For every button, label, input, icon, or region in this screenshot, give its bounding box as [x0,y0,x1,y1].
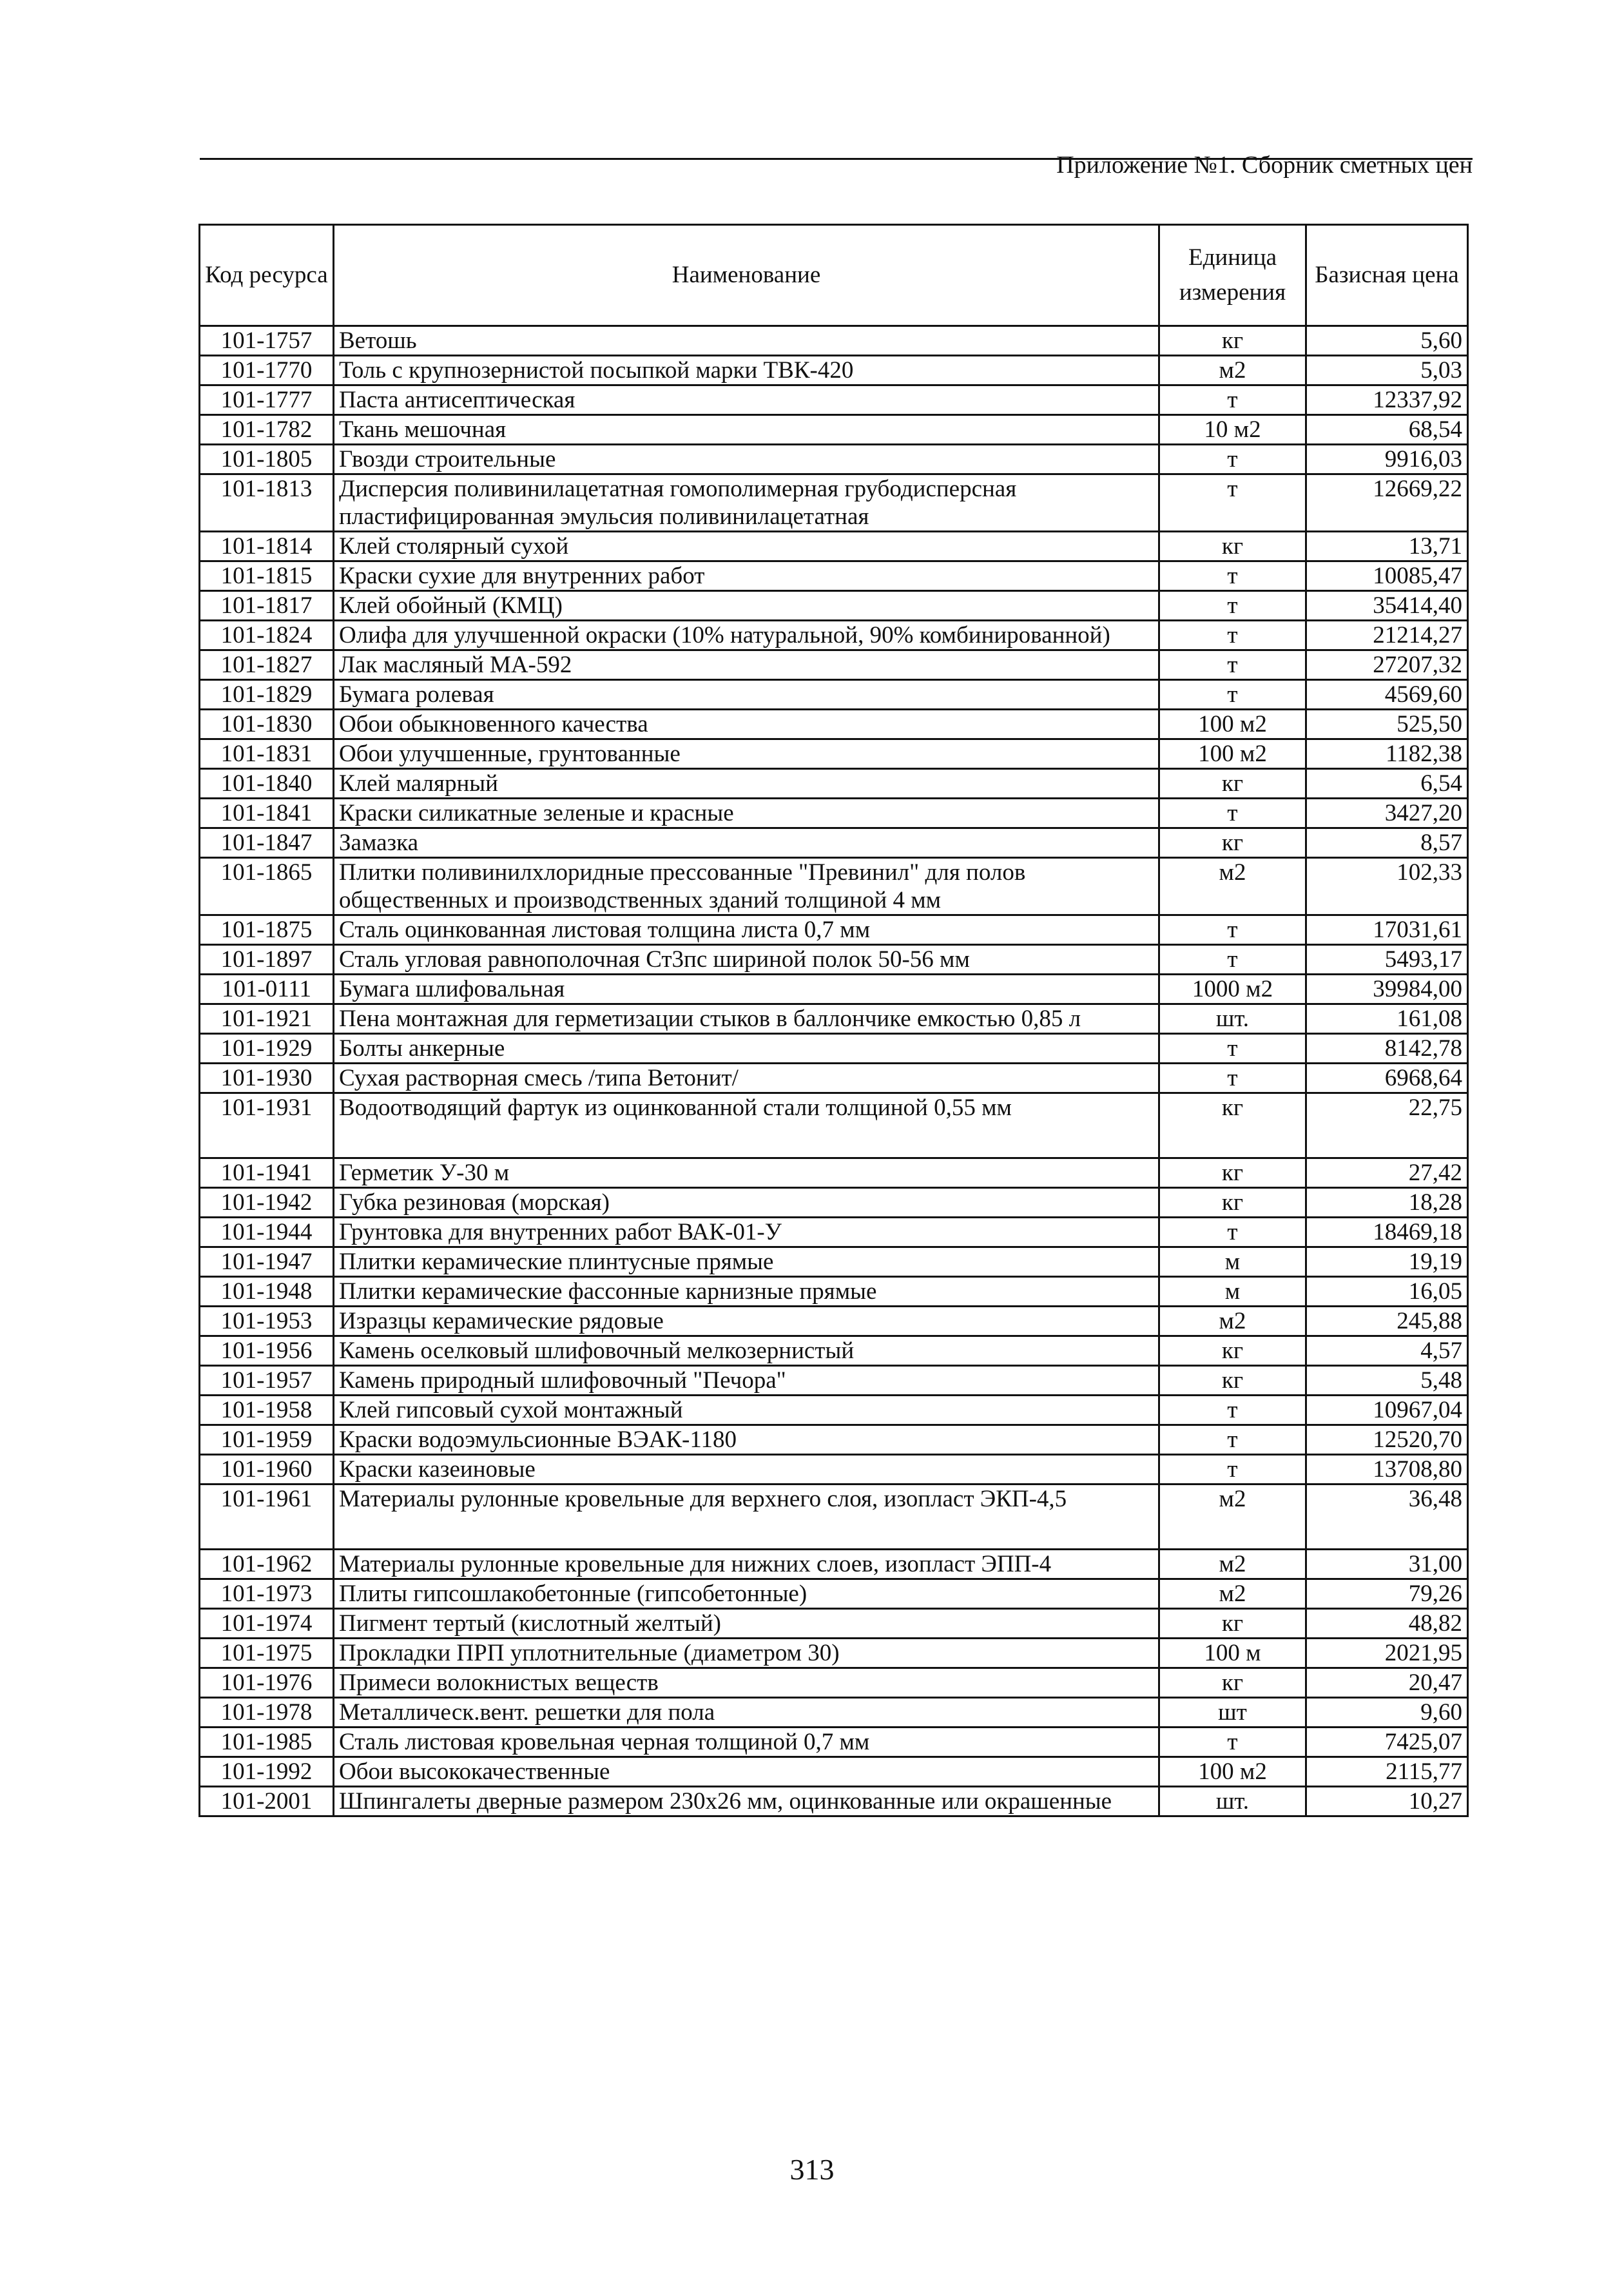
cell-unit: шт [1159,1698,1306,1728]
cell-price: 21214,27 [1306,621,1468,650]
cell-name: Дисперсия поливинилацетатная гомополимерная грубодисперсная пластифицированная эмульсия поливинилацетатная [334,474,1159,532]
cell-price: 1182,38 [1306,739,1468,769]
table-row [200,561,1468,591]
cell-unit: кг [1159,326,1306,356]
column-header-name: Наименование [334,225,1159,326]
cell-price: 12337,92 [1306,385,1468,415]
cell-name: Замазка [334,828,1159,858]
table-row [200,385,1468,415]
cell-name: Изразцы керамические рядовые [334,1307,1159,1336]
cell-price: 245,88 [1306,1307,1468,1336]
cell-name: Примеси волокнистых веществ [334,1668,1159,1698]
cell-name: Губка резиновая (морская) [334,1188,1159,1218]
cell-name: Ветошь [334,326,1159,356]
cell-code: 101-1757 [200,326,334,356]
table-row [200,1698,1468,1728]
table-row [200,680,1468,710]
cell-price: 161,08 [1306,1004,1468,1034]
table-row [200,415,1468,445]
cell-code: 101-1944 [200,1218,334,1247]
cell-price: 31,00 [1306,1550,1468,1579]
cell-code: 101-1948 [200,1277,334,1307]
cell-price: 13708,80 [1306,1455,1468,1485]
cell-code: 101-1817 [200,591,334,621]
cell-name: Плитки керамические плинтусные прямые [334,1247,1159,1277]
table-row [200,356,1468,385]
cell-name: Сталь угловая равнополочная Ст3пс шириной полок 50-56 мм [334,945,1159,975]
cell-code: 101-1976 [200,1668,334,1698]
cell-name: Краски сухие для внутренних работ [334,561,1159,591]
cell-price: 525,50 [1306,710,1468,739]
cell-price: 8,57 [1306,828,1468,858]
cell-name: Материалы рулонные кровельные для нижних слоев, изопласт ЭПП-4 [334,1550,1159,1579]
cell-name: Материалы рулонные кровельные для верхнего слоя, изопласт ЭКП-4,5 [334,1485,1159,1550]
cell-code: 101-1921 [200,1004,334,1034]
cell-code: 101-1958 [200,1396,334,1425]
cell-unit: т [1159,915,1306,945]
column-header-unit: Единица измерения [1159,225,1306,326]
cell-price: 19,19 [1306,1247,1468,1277]
cell-unit: м2 [1159,1550,1306,1579]
cell-unit: 100 м2 [1159,710,1306,739]
column-header-code: Код ресурса [200,225,334,326]
cell-price: 16,05 [1306,1277,1468,1307]
cell-price: 10,27 [1306,1787,1468,1816]
cell-name: Ткань мешочная [334,415,1159,445]
cell-unit: т [1159,1218,1306,1247]
cell-name: Камень оселковый шлифовочный мелкозернистый [334,1336,1159,1366]
cell-unit: м2 [1159,1579,1306,1609]
cell-name: Камень природный шлифовочный "Печора" [334,1366,1159,1396]
cell-name: Краски казеиновые [334,1455,1159,1485]
cell-unit: т [1159,945,1306,975]
cell-name: Обои обыкновенного качества [334,710,1159,739]
cell-unit: м2 [1159,1307,1306,1336]
cell-unit: т [1159,1425,1306,1455]
table-row [200,769,1468,799]
cell-name: Обои улучшенные, грунтованные [334,739,1159,769]
cell-unit: шт. [1159,1787,1306,1816]
cell-unit: т [1159,799,1306,828]
cell-code: 101-1975 [200,1639,334,1668]
cell-unit: м2 [1159,1485,1306,1550]
cell-price: 10967,04 [1306,1396,1468,1425]
cell-unit: 100 м [1159,1639,1306,1668]
column-header-price: Базисная цена [1306,225,1468,326]
cell-unit: 100 м2 [1159,1757,1306,1787]
cell-price: 6968,64 [1306,1064,1468,1093]
cell-code: 101-1841 [200,799,334,828]
cell-unit: т [1159,591,1306,621]
table-row [200,1787,1468,1816]
table-row [200,1307,1468,1336]
cell-unit: т [1159,1034,1306,1064]
table-row [200,1668,1468,1698]
cell-price: 18,28 [1306,1188,1468,1218]
cell-price: 27207,32 [1306,650,1468,680]
cell-name: Грунтовка для внутренних работ ВАК-01-У [334,1218,1159,1247]
cell-unit: кг [1159,532,1306,561]
cell-name: Пена монтажная для герметизации стыков в баллончике емкостью 0,85 л [334,1004,1159,1034]
table-row [200,1277,1468,1307]
cell-price: 5,60 [1306,326,1468,356]
cell-unit: т [1159,1728,1306,1757]
cell-price: 68,54 [1306,415,1468,445]
cell-code: 101-1959 [200,1425,334,1455]
cell-code: 101-1840 [200,769,334,799]
cell-name: Гвозди строительные [334,445,1159,474]
cell-unit: т [1159,680,1306,710]
cell-code: 101-1815 [200,561,334,591]
table-row [200,1247,1468,1277]
cell-unit: т [1159,650,1306,680]
table-row [200,591,1468,621]
cell-name: Герметик У-30 м [334,1158,1159,1188]
cell-name: Бумага шлифовальная [334,975,1159,1004]
cell-unit: т [1159,561,1306,591]
cell-price: 5493,17 [1306,945,1468,975]
cell-code: 101-1956 [200,1336,334,1366]
cell-code: 101-1941 [200,1158,334,1188]
cell-name: Сталь листовая кровельная черная толщиной 0,7 мм [334,1728,1159,1757]
cell-unit: кг [1159,1366,1306,1396]
cell-code: 101-1947 [200,1247,334,1277]
cell-name: Плитки керамические фассонные карнизные прямые [334,1277,1159,1307]
cell-code: 101-1961 [200,1485,334,1550]
cell-name: Обои высококачественные [334,1757,1159,1787]
cell-code: 101-1824 [200,621,334,650]
table-row [200,1336,1468,1366]
cell-code: 101-1953 [200,1307,334,1336]
cell-unit: м2 [1159,356,1306,385]
table-row [200,1218,1468,1247]
cell-code: 101-1897 [200,945,334,975]
table-row [200,975,1468,1004]
cell-code: 101-1875 [200,915,334,945]
table-row [200,1455,1468,1485]
table-row [200,945,1468,975]
cell-name: Плиты гипсошлакобетонные (гипсобетонные) [334,1579,1159,1609]
cell-name: Клей обойный (КМЦ) [334,591,1159,621]
cell-code: 101-1813 [200,474,334,532]
cell-unit: кг [1159,1188,1306,1218]
cell-name: Болты анкерные [334,1034,1159,1064]
table-row [200,1639,1468,1668]
cell-unit: 100 м2 [1159,739,1306,769]
cell-price: 20,47 [1306,1668,1468,1698]
cell-unit: т [1159,621,1306,650]
cell-code: 101-1974 [200,1609,334,1639]
table-row [200,1188,1468,1218]
cell-code: 101-1830 [200,710,334,739]
cell-price: 2115,77 [1306,1757,1468,1787]
cell-name: Краски силикатные зеленые и красные [334,799,1159,828]
table-row [200,621,1468,650]
table-row [200,710,1468,739]
table-row [200,1728,1468,1757]
table-row [200,326,1468,356]
cell-code: 101-1847 [200,828,334,858]
cell-price: 79,26 [1306,1579,1468,1609]
cell-unit: шт. [1159,1004,1306,1034]
cell-name: Шпингалеты дверные размером 230х26 мм, оцинкованные или окрашенные [334,1787,1159,1816]
cell-code: 101-1829 [200,680,334,710]
cell-price: 9916,03 [1306,445,1468,474]
cell-code: 101-1985 [200,1728,334,1757]
table-row [200,532,1468,561]
cell-unit: кг [1159,1093,1306,1158]
cell-price: 9,60 [1306,1698,1468,1728]
cell-unit: кг [1159,828,1306,858]
cell-name: Клей малярный [334,769,1159,799]
cell-code: 101-1831 [200,739,334,769]
cell-price: 6,54 [1306,769,1468,799]
cell-unit: т [1159,385,1306,415]
page-number: 313 [789,2153,835,2186]
table-row [200,1158,1468,1188]
cell-price: 13,71 [1306,532,1468,561]
cell-code: 101-1777 [200,385,334,415]
cell-code: 101-1865 [200,858,334,915]
table-header-row [200,225,1468,326]
table-row [200,1034,1468,1064]
cell-name: Лак масляный МА-592 [334,650,1159,680]
cell-code: 101-1962 [200,1550,334,1579]
cell-unit: 10 м2 [1159,415,1306,445]
table-row [200,858,1468,915]
table-row [200,474,1468,532]
table-row [200,650,1468,680]
cell-price: 18469,18 [1306,1218,1468,1247]
table-row [200,799,1468,828]
cell-code: 101-1929 [200,1034,334,1064]
table-row [200,1004,1468,1034]
cell-unit: т [1159,1396,1306,1425]
cell-unit: м [1159,1247,1306,1277]
header-divider [200,158,1473,160]
cell-unit: м [1159,1277,1306,1307]
table-row [200,1609,1468,1639]
page-header-title: Приложение №1. Сборник сметных цен [1056,151,1473,179]
table-row [200,1550,1468,1579]
cell-code: 101-1957 [200,1366,334,1396]
table-row [200,1757,1468,1787]
cell-unit: м2 [1159,858,1306,915]
cell-name: Бумага ролевая [334,680,1159,710]
cell-code: 101-1992 [200,1757,334,1787]
cell-code: 101-1978 [200,1698,334,1728]
cell-name: Краски водоэмульсионные ВЭАК-1180 [334,1425,1159,1455]
cell-code: 101-1973 [200,1579,334,1609]
cell-name: Олифа для улучшенной окраски (10% натуральной, 90% комбинированной) [334,621,1159,650]
cell-name: Пигмент тертый (кислотный желтый) [334,1609,1159,1639]
cell-unit: кг [1159,769,1306,799]
cell-code: 101-1782 [200,415,334,445]
cell-price: 22,75 [1306,1093,1468,1158]
cell-price: 5,03 [1306,356,1468,385]
cell-price: 17031,61 [1306,915,1468,945]
cell-code: 101-1942 [200,1188,334,1218]
table-row [200,1093,1468,1158]
cell-name: Клей столярный сухой [334,532,1159,561]
price-table [198,224,1469,1817]
cell-code: 101-1827 [200,650,334,680]
cell-price: 39984,00 [1306,975,1468,1004]
cell-code: 101-1960 [200,1455,334,1485]
cell-name: Паста антисептическая [334,385,1159,415]
table-row [200,828,1468,858]
cell-price: 5,48 [1306,1366,1468,1396]
cell-code: 101-1930 [200,1064,334,1093]
cell-price: 2021,95 [1306,1639,1468,1668]
table-row [200,1579,1468,1609]
cell-name: Прокладки ПРП уплотнительные (диаметром 30) [334,1639,1159,1668]
cell-price: 8142,78 [1306,1034,1468,1064]
table-row [200,1366,1468,1396]
cell-unit: кг [1159,1336,1306,1366]
cell-unit: т [1159,1455,1306,1485]
cell-code: 101-2001 [200,1787,334,1816]
table-row [200,915,1468,945]
cell-name: Сухая растворная смесь /типа Ветонит/ [334,1064,1159,1093]
cell-price: 10085,47 [1306,561,1468,591]
table-row [200,1396,1468,1425]
cell-price: 4569,60 [1306,680,1468,710]
cell-price: 35414,40 [1306,591,1468,621]
cell-unit: т [1159,1064,1306,1093]
cell-price: 12520,70 [1306,1425,1468,1455]
cell-unit: т [1159,445,1306,474]
table-row [200,1064,1468,1093]
cell-name: Клей гипсовый сухой монтажный [334,1396,1159,1425]
cell-price: 27,42 [1306,1158,1468,1188]
cell-code: 101-0111 [200,975,334,1004]
cell-unit: кг [1159,1609,1306,1639]
cell-price: 4,57 [1306,1336,1468,1366]
cell-unit: 1000 м2 [1159,975,1306,1004]
table-row [200,739,1468,769]
cell-name: Сталь оцинкованная листовая толщина листа 0,7 мм [334,915,1159,945]
cell-code: 101-1805 [200,445,334,474]
table-row [200,445,1468,474]
cell-unit: кг [1159,1158,1306,1188]
cell-price: 7425,07 [1306,1728,1468,1757]
cell-name: Металлическ.вент. решетки для пола [334,1698,1159,1728]
cell-unit: т [1159,474,1306,532]
cell-name: Толь с крупнозернистой посыпкой марки ТВК-420 [334,356,1159,385]
cell-unit: кг [1159,1668,1306,1698]
cell-price: 48,82 [1306,1609,1468,1639]
cell-price: 12669,22 [1306,474,1468,532]
table-row [200,1485,1468,1550]
cell-name: Плитки поливинилхлоридные прессованные "Превинил" для полов общественных и производственных зданий толщиной 4 мм [334,858,1159,915]
cell-name: Водоотводящий фартук из оцинкованной стали толщиной 0,55 мм [334,1093,1159,1158]
table-row [200,1425,1468,1455]
cell-code: 101-1814 [200,532,334,561]
cell-code: 101-1931 [200,1093,334,1158]
cell-price: 36,48 [1306,1485,1468,1550]
cell-code: 101-1770 [200,356,334,385]
cell-price: 102,33 [1306,858,1468,915]
cell-price: 3427,20 [1306,799,1468,828]
